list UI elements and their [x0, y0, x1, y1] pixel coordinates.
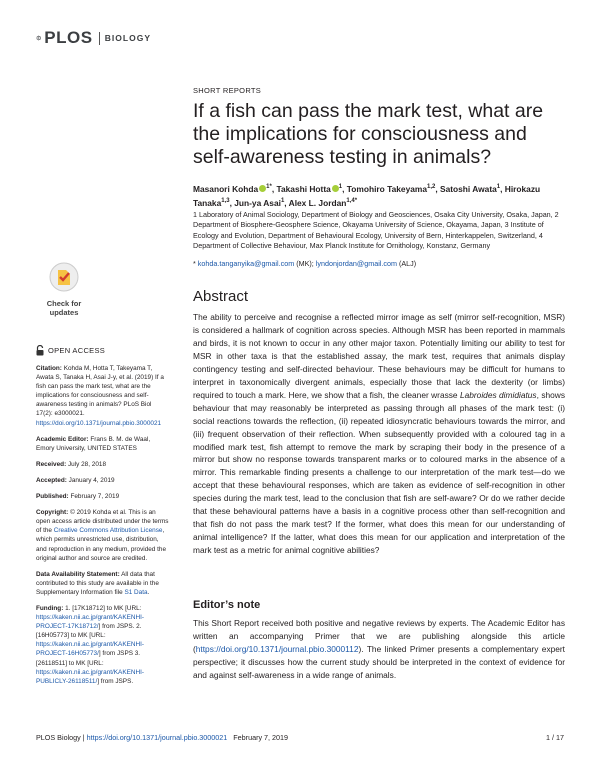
author-name: Alex L. Jordan: [288, 198, 347, 209]
copyright-text-2: , which permits unrestricted use, distribution, and reproduction in any medium, provided the original author and source are credited.: [36, 527, 167, 562]
footer-date: February 7, 2019: [233, 733, 289, 742]
author-name: Jun-ya Asai: [234, 198, 281, 209]
editors-note-text-1: This Short Report received both positive and negative reviews by experts. The Academic Editor has written an accompanying Primer that we are publishing alongside this article (: [193, 618, 565, 654]
email-link-mk[interactable]: kohda.tanganyika@gmail.com: [197, 259, 295, 268]
check-for-updates-label: Check for updates: [46, 299, 82, 317]
copyright: [36, 508, 169, 563]
author-affiliation-marker: 1: [496, 184, 501, 190]
author-separator: ,: [271, 183, 277, 194]
check-for-updates-badge[interactable]: [36, 262, 92, 317]
funding: [36, 604, 169, 686]
citation-label: Citation:: [36, 365, 62, 372]
plos-logo-icon: [36, 27, 41, 49]
copyright-text-1: © 2019 Kohda et al. This is an open access article distributed under the terms of the: [36, 509, 169, 535]
footer-separator: |: [80, 733, 87, 742]
affiliations: 1 Laboratory of Animal Sociology, Department of Biology and Geosciences, Osaka City University, Osaka, Japan, 2 Department of Biosphere-Geosphere Science, Okayama University of Science, Okayama, Japan, 3 Institute of Ecology and Evolution, Department of Behavioural Ecology, University of Bern, Hinterkappelen, Switzerland, 4 Department of Collective Behaviour, Max Planck Institute for Ornithology, Konstanz, Germany: [193, 210, 559, 251]
author-affiliation-marker: 1,2: [426, 184, 436, 190]
funding-text-1: 1. [17K18712] to MK [URL:: [63, 604, 142, 612]
accepted-text: January 4, 2019: [66, 476, 115, 484]
page-number: 1 / 17: [546, 733, 564, 742]
author-affiliation-marker: 1,4*: [346, 198, 358, 205]
citation-text: Kohda M, Hotta T, Takeyama T, Awata S, Tanaka H, Asai J-y, et al. (2019) If a fish can pass the mark test, what are the implications for consciousness and self-awareness testing in animals? PLoS Biol 17(2): e3000021.: [36, 365, 164, 418]
logo-text: PLOS: [44, 28, 93, 47]
article-type: SHORT REPORTS: [193, 86, 262, 95]
editor-text: Frans B. M. de Waal, Emory University, UNITED STATES: [36, 435, 151, 452]
footer-doi-link[interactable]: https://doi.org/10.1371/journal.pbio.3000021: [86, 733, 228, 742]
author-affiliation-marker: 1,3: [221, 198, 230, 205]
funding-text-2: ] from JSPS. 2. [16H05773] to MK [URL:: [36, 623, 142, 640]
author-separator: ,: [435, 183, 440, 194]
abstract-text-1: The ability to perceive and recognise a reflected mirror image as self (mirror self-recognition, MSR) is considered a hallmark of cognition across species. Although MSR has been reported in mammals and birds, it is not known to occur in any other major taxon. Potentially limiting our ability to test for MSR in other taxa is that the established assay, the mark test, requires that animals display contingency testing and self-directed behaviour. These behaviours may be difficult for humans to interpret in taxonomically divergent animals, especially those that lack the dexterity (or limbs) required to touch a mark. Here, we show that a fish, the cleaner wrasse: [193, 312, 565, 400]
editors-note-text: [193, 617, 565, 682]
correspondence: [193, 259, 568, 268]
published-label: Published:: [36, 493, 69, 501]
open-access-label: OPEN ACCESS: [48, 345, 106, 355]
funding-link-1[interactable]: https://kaken.nii.ac.jp/grant/KAKENHI-PROJECT-17K18712/: [36, 614, 144, 631]
author-separator: ,: [500, 183, 505, 194]
author-name: Takashi Hotta: [276, 183, 331, 194]
license-link[interactable]: Creative Commons Attribution License: [53, 527, 163, 535]
citation-doi-link[interactable]: https://doi.org/10.1371/journal.pbio.3000021: [36, 419, 162, 427]
academic-editor: [36, 435, 169, 453]
data-availability: [36, 570, 169, 597]
editors-note-heading: Editor’s note: [193, 599, 261, 611]
data-availability-label: Data Availability Statement:: [36, 570, 120, 578]
abstract-text: [193, 311, 565, 557]
published-date: [36, 492, 169, 501]
journal-name: BIOLOGY: [104, 33, 151, 43]
primer-doi-link[interactable]: https://doi.org/10.1371/journal.pbio.3000112: [195, 643, 359, 654]
author-affiliation-marker: 1: [338, 184, 343, 190]
abstract-text-2: , shows behaviour that may reasonably be interpreted as passing through all phases of the mark test: (i) social reactions towards the reflection, (ii) repeated idiosyncratic behaviours towards the mirror, and (iii) frequent observation of their reflection. When subsequently provided with a coloured tag in a modified mark test, fish attempt to remove the mark by scraping their body in the presence of a mirror but show no response towards transparent marks or to coloured marks in the absence of a mirror. This remarkable finding presents a challenge to our interpretation of the mark test—do we accept that these behavioural responses, which are taken as evidence of self-recognition in other species during the mark test, lead to the conclusion that fish are self-aware? Or do we rather decide that these behavioural patterns have a basis in a cognitive process other than self-recognition and that fish do not pass the mark test? If the former, what does this mean for our understanding of animal intelligence? If the latter, what does this mean for our application and interpretation of the mark test as a metric for animal cognitive abilities?: [193, 389, 565, 556]
page-footer: [36, 733, 564, 742]
received-label: Received:: [36, 460, 67, 468]
funding-text-4: ] from JSPS.: [97, 677, 134, 685]
funding-label: Funding:: [36, 604, 64, 612]
abstract-heading: Abstract: [193, 288, 249, 305]
citation: [36, 364, 169, 428]
data-availability-text-1: All data that contributed to this study are available in the Supplementary Information file: [36, 570, 159, 596]
open-access-lock-icon: [36, 345, 44, 356]
copyright-label: Copyright:: [36, 509, 69, 517]
author-name: Satoshi Awata: [439, 183, 497, 194]
author-name: Masanori Kohda: [193, 183, 259, 194]
editors-note-text-2: ). The linked Primer presents a complementary expert perspective; it discusses how the current study should be interpreted in the context of evidence for and against self-awareness in a wide range of animals.: [193, 643, 565, 680]
s1-data-link[interactable]: S1 Data: [124, 588, 148, 596]
editor-label: Academic Editor:: [36, 435, 89, 443]
correspondence-prefix: *: [193, 259, 198, 268]
published-text: February 7, 2019: [68, 493, 120, 501]
accepted-date: [36, 476, 169, 485]
article-title: If a fish can pass the mark test, what are the implications for consciousness and self-awareness testing in animals?: [193, 100, 544, 168]
author-affiliation-marker: 1: [280, 198, 285, 205]
footer-journal: PLOS Biology: [36, 733, 81, 742]
author-name: Hirokazu Tanaka: [193, 183, 541, 209]
author-separator: ,: [229, 198, 235, 209]
open-access-row: [36, 345, 169, 356]
funding-text-3: ] from JSPS 3. [26118511] to MK [URL:: [36, 650, 141, 667]
author-affiliation-marker: 1*: [266, 184, 272, 190]
accepted-label: Accepted:: [36, 476, 67, 484]
email-link-alj[interactable]: lyndonjordan@gmail.com: [315, 259, 397, 268]
check-for-updates-icon: [49, 262, 79, 292]
footer-citation: [36, 733, 546, 742]
author-separator: ,: [284, 198, 289, 209]
received-date: [36, 460, 169, 469]
plos-biology-logo[interactable]: [36, 26, 151, 50]
author-list: [193, 181, 563, 210]
correspondence-mid: (MK);: [294, 259, 316, 268]
data-availability-text-2: .: [147, 588, 150, 596]
orcid-icon[interactable]: [332, 185, 339, 192]
author-name: Tomohiro Takeyama: [346, 183, 427, 194]
sidebar: [36, 345, 169, 693]
received-text: July 28, 2018: [66, 460, 106, 468]
correspondence-suffix: (ALJ): [396, 259, 417, 268]
funding-link-3[interactable]: https://kaken.nii.ac.jp/grant/KAKENHI-PUBLICLY-26118511/: [36, 668, 144, 685]
species-name: Labroides dimidiatus: [459, 389, 537, 400]
author-separator: ,: [342, 183, 347, 194]
funding-link-2[interactable]: https://kaken.nii.ac.jp/grant/KAKENHI-PROJECT-16H05773/: [36, 641, 144, 658]
